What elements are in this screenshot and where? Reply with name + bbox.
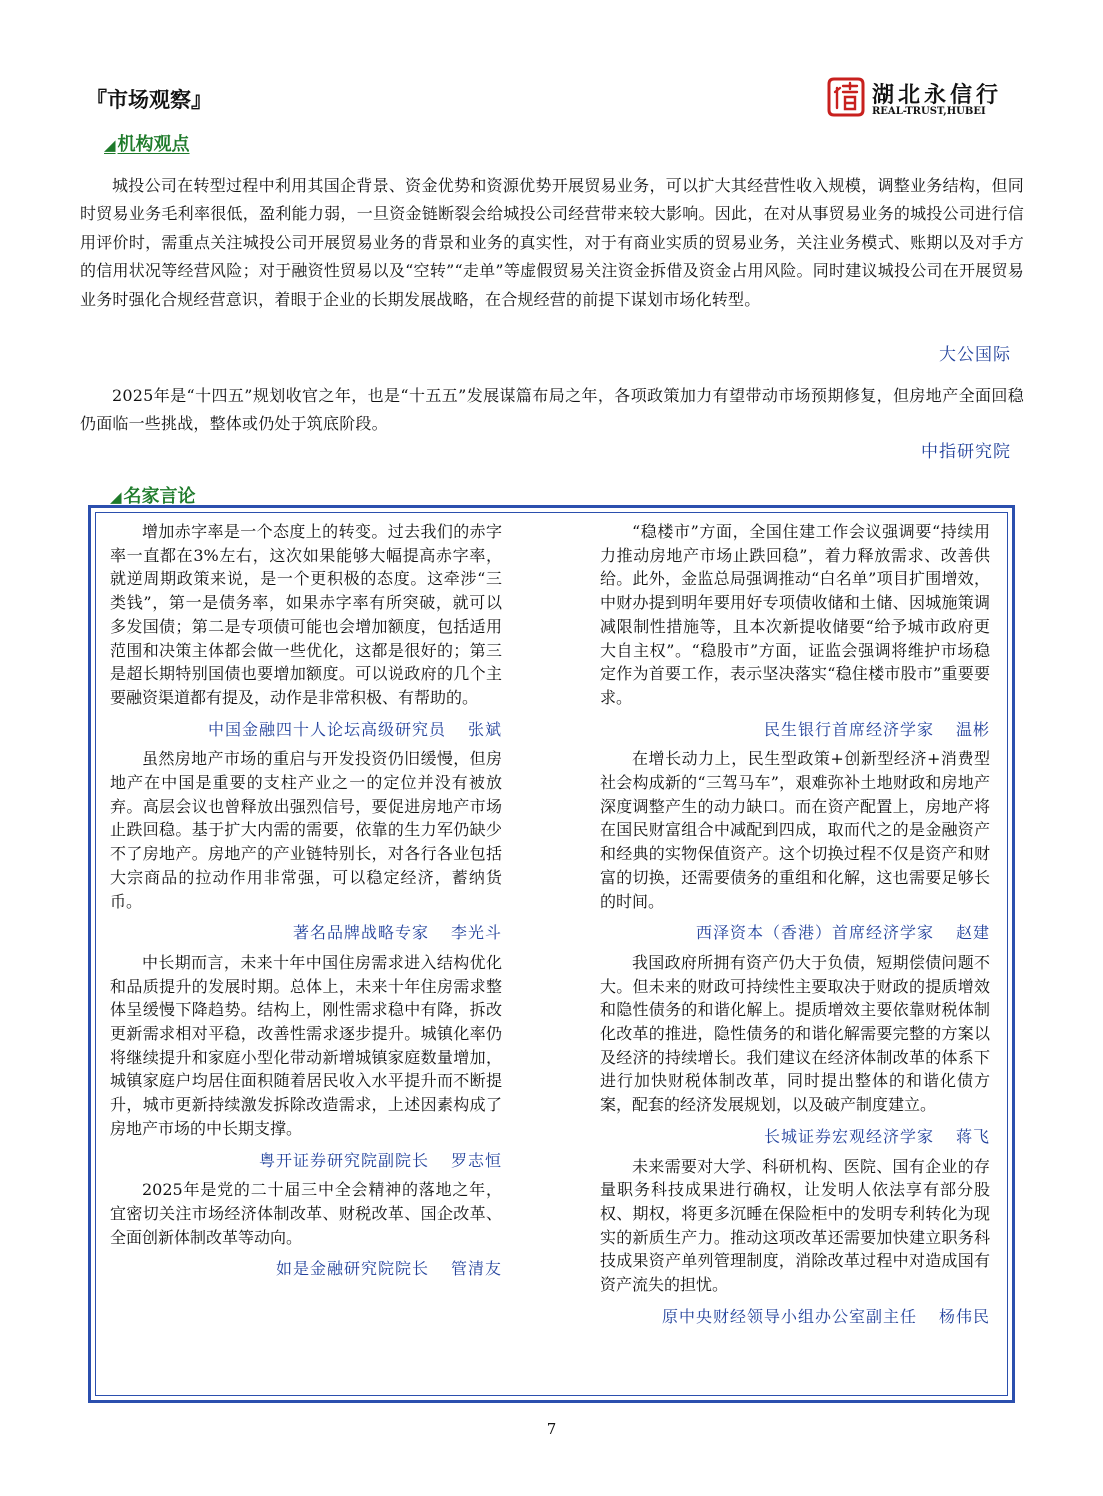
expert-name: 温彬 [955,719,990,739]
logo-chinese-name: 湖北永信行 [872,83,1003,108]
institution-paragraph-1: 城投公司在转型过程中利用其国企背景、资金优势和资源优势开展贸易业务，可以扩大其经营性收入规模，调整业务结构，但同时贸易业务毛利率很低，盈利能力弱，一旦资金链断裂会给城投公司经营带来较大影响。因此，在对从事贸易业务的城投公司进行信用评价时，需重点关注城投公司开展贸易业务的背景和业务的真实性，对于有商业实质的贸易业务，关注业务模式、账期以及对手方的信用状况等经营风险；对于融资性贸易以及“空转”“走单”等虚假贸易关注资金拆借及资金占用风险。同时建议城投公司在开展贸易业务时强化合规经营意识，着眼于企业的长期发展战略，在合规经营的前提下谋划市场化转型。 [80,176,1024,309]
expert-attribution [600,1125,990,1149]
expert-name: 杨伟民 [938,1306,990,1326]
expert-title: 粤开证券研究院副院长 [258,1150,429,1170]
expert-quote: 虽然房地产市场的重启与开发投资仍旧缓慢，但房地产在中国是重要的支柱产业之一的定位并没有被放弃。高层会议也曾释放出强烈信号，要促进房地产市场止跌回稳。基于扩大内需的需要，依靠的生力军仍缺少不了房地产。房地产的产业链特别长，对各行各业包括大宗商品的拉动作用非常强，可以稳定经济，蓄纳货币。 [110,749,502,911]
expert-name: 李光斗 [450,923,502,943]
expert-quote: 增加赤字率是一个态度上的转变。过去我们的赤字率一直都在3%左右，这次如果能够大幅提高赤字率，就逆周期政策来说，是一个更积极的态度。这牵涉“三类钱”，第一是债务率，如果赤字率有所突破，就可以多发国债；第二是专项债可能也会增加额度，包括适用范围和决策主体都会做一些优化，这都是很好的；第三是超长期特别国债也要增加额度。可以说政府的几个主要融资渠道都有提及，动作是非常积极、有帮助的。 [110,522,502,707]
expert-name: 管清友 [450,1259,502,1279]
source-label-2: 中指研究院 [921,442,1011,462]
expert-attribution [110,1149,502,1173]
seal-icon [826,76,866,118]
triangle-marker-icon: ◢ [110,488,122,506]
expert-title: 原中央财经领导小组办公室副主任 [661,1306,917,1326]
expert-title: 长城证券宏观经济学家 [763,1126,934,1146]
logo-english-name: REAL-TRUST,HUBEI [872,106,986,117]
expert-title: 中国金融四十人论坛高级研究员 [207,719,446,739]
expert-title: 民生银行首席经济学家 [763,719,934,739]
expert-column-left [110,520,502,1287]
expert-quote: 未来需要对大学、科研机构、医院、国有企业的存量职务科技成果进行确权，让发明人依法享有部分股权、期权，将更多沉睡在保险柜中的发明专利转化为现实的新质生产力。推动这项改革还需要加快建立职务科技成果资产单列管理制度，消除改革过程中对造成国有资产流失的担忧。 [600,1156,990,1295]
expert-attribution [600,1305,990,1329]
heading-label: 机构观点 [117,134,190,155]
section-title: 『市场观察』 [86,88,212,112]
expert-attribution [600,921,990,945]
expert-column-right [600,520,990,1335]
expert-title: 著名品牌战略专家 [292,923,429,943]
institution-paragraph-2: 2025年是“十四五”规划收官之年，也是“十五五”发展谋篇布局之年，各项政策加力有望带动市场预期修复，但房地产全面回稳仍面临一些挑战，整体或仍处于筑底阶段。 [80,386,1024,434]
source-label-1: 大公国际 [939,345,1011,365]
expert-quote: “稳楼市”方面，全国住建工作会议强调要“持续用力推动房地产市场止跌回稳”，着力释放需求、改善供给。此外，金监总局强调推动“白名单”项目扩围增效，中财办提到明年要用好专项债收储和土储、因城施策调减限制性措施等，且本次新提收储要“给予城市政府更大自主权”。“稳股市”方面，证监会强调将维护市场稳定作为首要工作，表示坚决落实“稳住楼市股市”重要要求。 [600,522,990,707]
company-logo [826,76,1026,120]
expert-attribution [600,718,990,742]
triangle-marker-icon: ◢ [104,136,116,154]
expert-quote: 中长期而言，未来十年中国住房需求进入结构优化和品质提升的发展时期。总体上，未来十年住房需求整体呈缓慢下降趋势。结构上，刚性需求稳中有降，拆改更新需求相对平稳，改善性需求逐步提升。城镇化率仍将继续提升和家庭小型化带动新增城镇家庭数量增加，城镇家庭户均居住面积随着居民收入水平提升而不断提升，城市更新持续激发拆除改造需求，上述因素构成了房地产市场的中长期支撑。 [110,952,502,1138]
expert-attribution [110,718,502,742]
institution-views-heading [104,130,190,156]
expert-attribution [110,1257,502,1281]
expert-name: 蒋飞 [955,1126,990,1146]
expert-name: 罗志恒 [450,1150,502,1170]
expert-title: 如是金融研究院院长 [275,1259,429,1279]
expert-quote: 在增长动力上，民生型政策+创新型经济+消费型社会构成新的“三驾马车”，艰难弥补土地财政和房地产深度调整产生的动力缺口。而在资产配置上，房地产将在国民财富组合中减配到四成，取而代之的是金融资产和经典的实物保值资产。这个切换过程不仅是资产和财富的切换，还需要债务的重组和化解，这也需要足够长的时间。 [600,749,990,911]
heading-label: 名家言论 [123,486,196,507]
expert-quote: 2025年是党的二十届三中全会精神的落地之年，宜密切关注市场经济体制改革、财税改革、国企改革、全面创新体制改革等动向。 [110,1180,502,1247]
expert-name: 赵建 [955,923,990,943]
expert-title: 西泽资本（香港）首席经济学家 [695,923,934,943]
page-number: 7 [546,1420,557,1438]
expert-quote: 我国政府所拥有资产仍大于负债，短期偿债问题不大。但未来的财政可持续性主要取决于财政的提质增效和隐性债务的和谐化解上。提质增效主要依靠财税体制化改革的推进，隐性债务的和谐化解需要完整的方案以及经济的持续增长。我们建议在经济体制改革的体系下进行加快财税体制改革，同时提出整体的和谐化债方案，配套的经济发展规划，以及破产制度建立。 [600,952,990,1115]
expert-name: 张斌 [467,719,502,739]
expert-attribution [110,921,502,945]
